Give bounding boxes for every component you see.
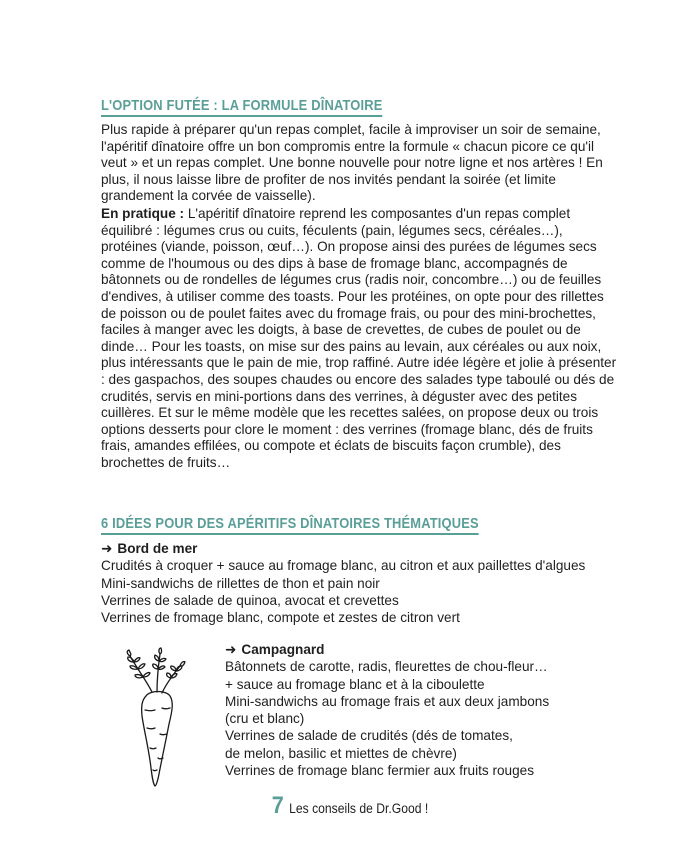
list-item: Mini-sandwichs au fromage frais et aux deux jambons (225, 693, 550, 709)
theme-campagnard (225, 641, 549, 779)
section-title-formule-dinatoire (101, 97, 383, 114)
footer-text: Les conseils de Dr.Good ! (289, 801, 429, 816)
list-item: Verrines de fromage blanc fermier aux fruits rouges (225, 763, 535, 779)
intro-text: Plus rapide à préparer qu'un repas complet, facile à improviser un soir de semaine, l'apéritif dînatoire offre un bon compromis entre la formule « chacun picore ce qu'il veut » et un repas complet. Une bonne nouvelle pour notre ligne et nos artères ! En plus, il nous laisse libre de profiter de nos invités pendant la soirée (et limite grandement la corvée de vaisselle). (101, 122, 603, 204)
title-underline (101, 533, 479, 535)
footer-content (272, 792, 429, 820)
theme-heading-label: Bord de mer (117, 541, 198, 556)
page-number: 7 (271, 792, 284, 819)
list-item: Verrines de salade de crudités (dés de tomates, (225, 728, 513, 744)
section-title-text: L'OPTION FUTÉE : LA FORMULE DÎNATOIRE (101, 97, 383, 114)
section-title-idees-aperitifs (101, 515, 479, 532)
list-item: Mini-sandwichs de rillettes de thon et pain noir (101, 575, 380, 591)
intro-paragraph (101, 122, 621, 205)
list-item: Crudités à croquer + sauce au fromage blanc, au citron et aux paillettes d'algues (101, 558, 586, 574)
theme-heading (101, 540, 585, 557)
section-title-text: 6 IDÉES POUR DES APÉRITIFS DÎNATOIRES THÉMATIQUES (101, 515, 479, 532)
practice-text: L'apéritif dînatoire reprend les composantes d'un repas complet équilibré : légumes crus ou cuits, féculents (pain, légumes secs, céréales…), protéines (viande, poisson, œuf…). On propose ainsi des purées de légumes secs comme de l'houmous ou des dips à base de fromage blanc, accompagnés de bâtonnets ou de rondelles de légumes crus (radis noir, concombre…) ou de feuilles d'endives, à utiliser comme des toasts. Pour les protéines, on opte pour des rillettes de poisson ou de poulet faites avec du fromage frais, ou pour des mini-brochettes, faciles à manger avec les doigts, à base de crevettes, de cubes de poulet ou de dinde… Pour les toasts, on mise sur des pains au levain, aux céréales ou aux noix, plus intéressants que le pain de mie, trop raffiné. Autre idée légère et jolie à présenter : des gaspachos, des soupes chaudes ou encore des salades type taboulé ou dés de crudités, servis en mini-portions dans des verrines, à déguster avec des petites cuillères. Et sur le même modèle que les recettes salées, on propose deux ou trois options desserts pour clore le moment : des verrines (fromage blanc, dés de fruits frais, amandes effilées, ou compote et éclats de biscuits façon crumble), des brochettes de fruits… (101, 206, 617, 470)
list-item: de melon, basilic et miettes de chèvre) (225, 745, 457, 761)
practice-text-wrapper (101, 206, 621, 472)
title-underline (101, 115, 383, 117)
list-item: Verrines de fromage blanc, compote et zestes de citron vert (101, 610, 460, 626)
practice-label: En pratique : (101, 206, 185, 221)
arrow-right-icon: ➜ (101, 541, 113, 556)
list-item: + sauce au fromage blanc et à la ciboulette (225, 676, 485, 692)
arrow-right-icon: ➜ (225, 642, 237, 657)
list-item: Verrines de salade de quinoa, avocat et crevettes (101, 592, 399, 608)
theme-bord-de-mer (101, 540, 585, 626)
theme-heading (225, 641, 549, 658)
carrot-icon (122, 640, 194, 788)
theme-heading-label: Campagnard (241, 642, 325, 657)
list-item: Bâtonnets de carotte, radis, fleurettes de chou-fleur… (225, 659, 548, 675)
practice-paragraph (101, 206, 621, 472)
list-item: (cru et blanc) (225, 711, 305, 727)
page-footer (0, 792, 700, 820)
